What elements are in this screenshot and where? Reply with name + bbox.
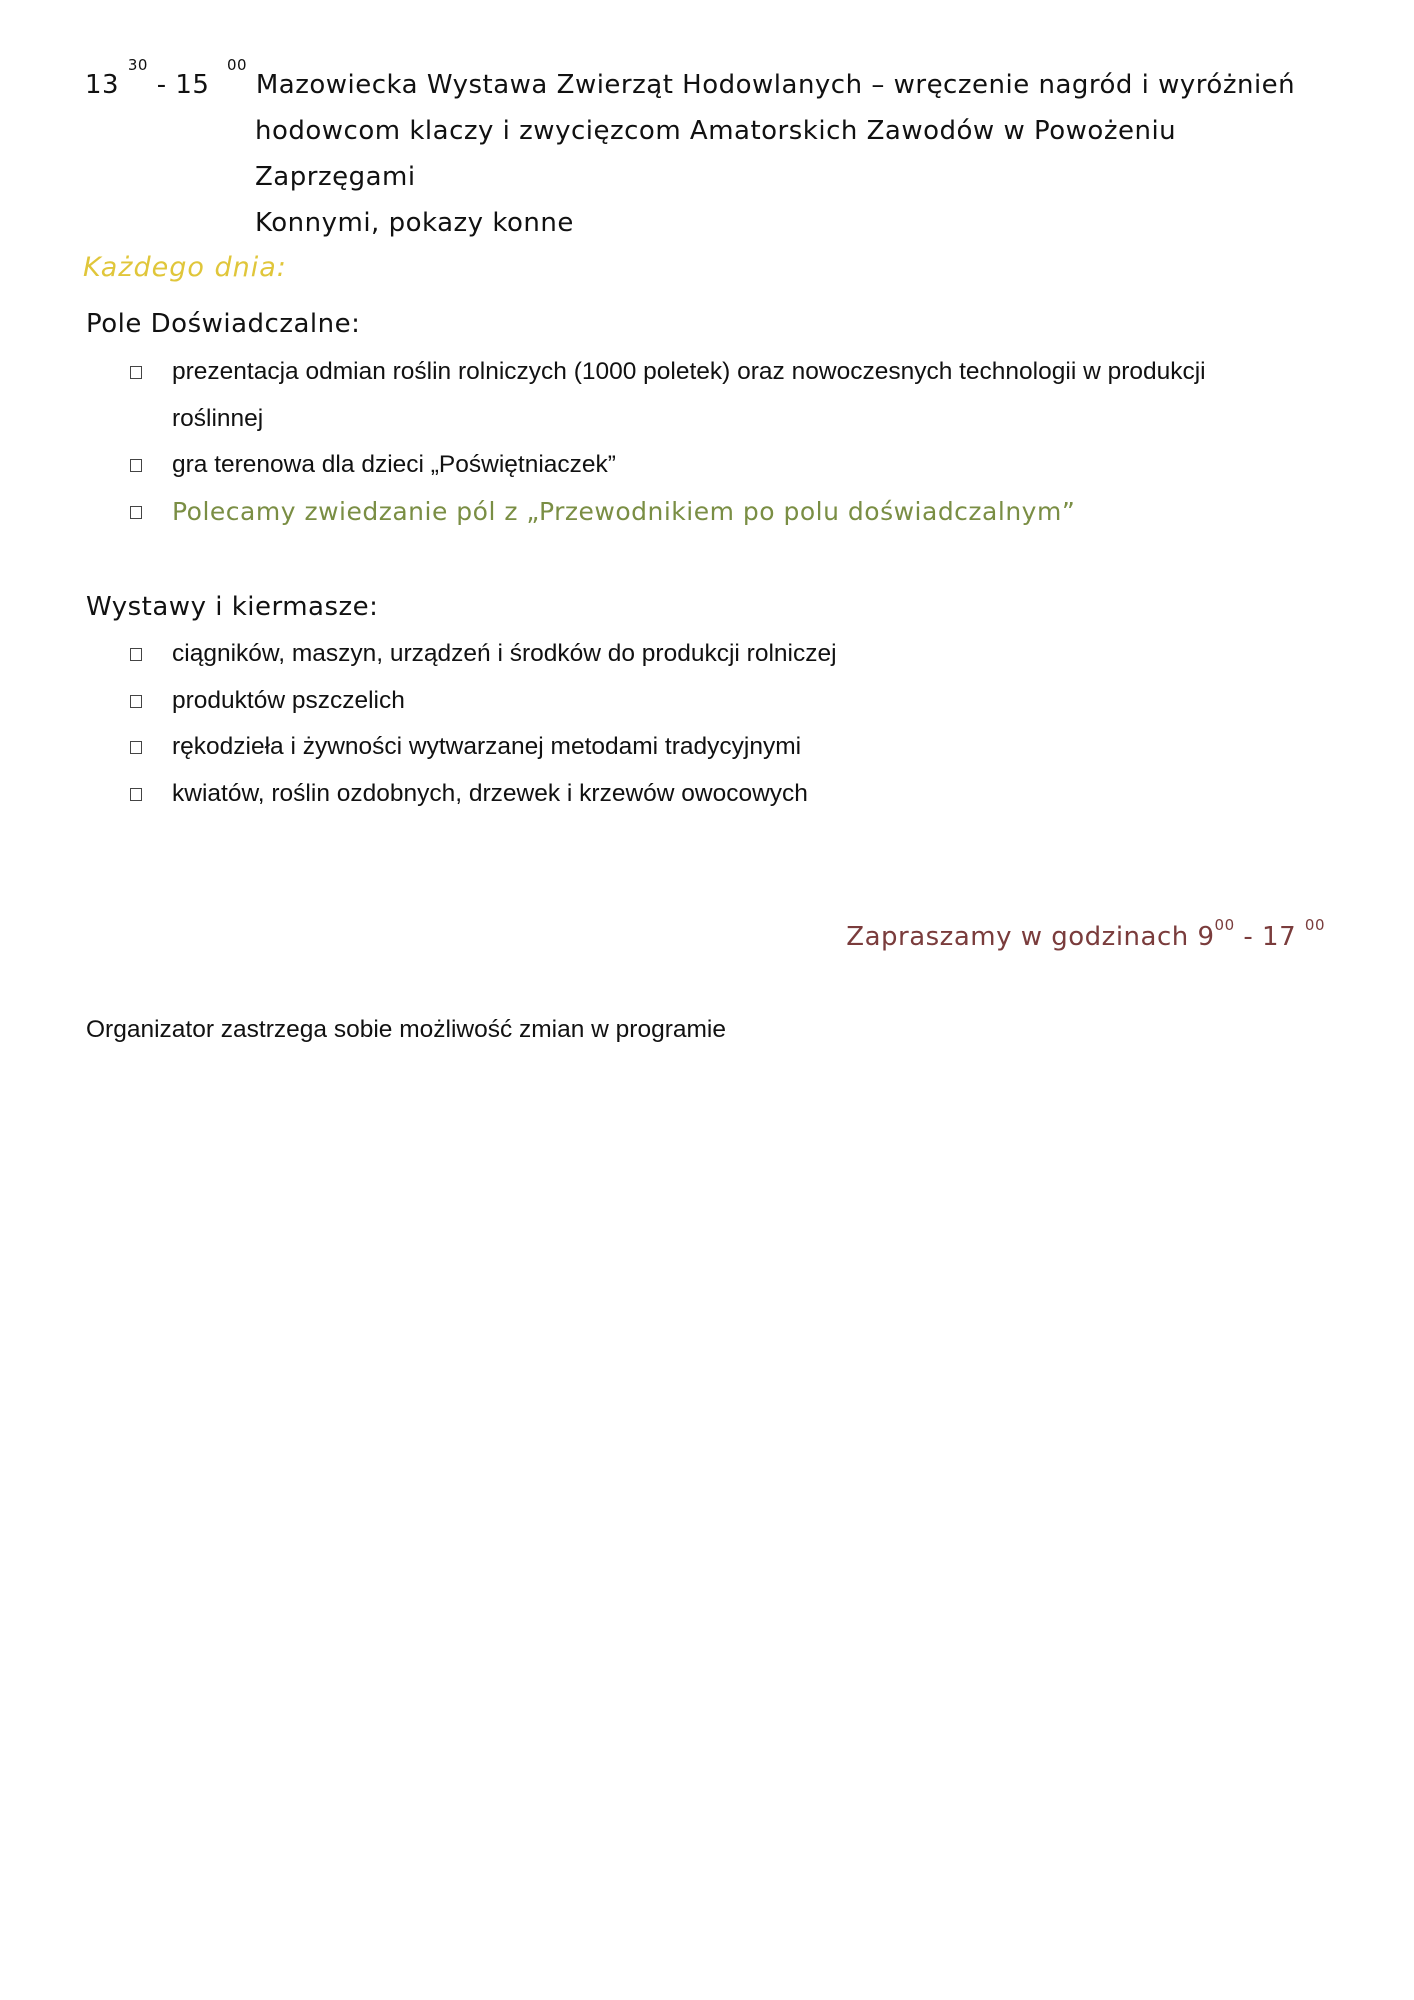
- list-item-text: rękodzieła i żywności wytwarzanej metodami tradycyjnymi: [172, 733, 802, 760]
- pole-list: [130, 349, 1280, 536]
- organizer-note: Organizator zastrzega sobie możliwość zmian w programie: [86, 1016, 726, 1043]
- list-item-text: ciągników, maszyn, urządzeń i środków do produkcji rolniczej: [172, 640, 837, 667]
- wystawy-section-title: Wystawy i kiermasze:: [86, 592, 379, 622]
- open-minutes: 00: [1214, 916, 1235, 934]
- start-minutes: 30: [127, 56, 148, 74]
- start-hour: 13: [85, 70, 120, 100]
- time-separator: -: [156, 70, 167, 100]
- list-item-text: prezentacja odmian roślin rolniczych (1000 poletek) oraz nowoczesnych technologii w produkcji roślinnej: [172, 358, 1206, 432]
- list-item-text: produktów pszczelich: [172, 686, 405, 714]
- list-item: [130, 771, 1280, 818]
- checkbox-bullet-icon: [130, 366, 142, 379]
- list-item-highlight: [130, 489, 1280, 537]
- list-item: [130, 678, 1280, 725]
- list-item: [130, 442, 1280, 489]
- wystawy-list: [130, 631, 1280, 817]
- schedule-time: [85, 56, 248, 100]
- checkbox-bullet-icon: [130, 506, 142, 519]
- checkbox-bullet-icon: [130, 648, 142, 661]
- schedule-description-line-3: Konnymi, pokazy konne: [255, 208, 574, 238]
- opening-hours-invite: [846, 916, 1325, 952]
- checkbox-bullet-icon: [130, 741, 142, 754]
- end-minutes: 00: [227, 56, 248, 74]
- daily-heading: Każdego dnia:: [83, 252, 287, 283]
- list-item-text: gra terenowa dla dzieci „Poświętniaczek”: [172, 451, 616, 478]
- schedule-description-line-2: hodowcom klaczy i zwycięzcom Amatorskich Zawodów w Powożeniu Zaprzęgami: [255, 116, 1177, 192]
- list-item: [130, 631, 1280, 678]
- list-item: [130, 349, 1280, 442]
- pole-section-title: Pole Doświadczalne:: [86, 309, 361, 339]
- checkbox-bullet-icon: [130, 459, 142, 472]
- list-item-text: kwiatów, roślin ozdobnych, drzewek i krzewów owocowych: [172, 779, 808, 807]
- list-item-text: Polecamy zwiedzanie pól z „Przewodnikiem po polu doświadczalnym”: [172, 496, 1076, 526]
- checkbox-bullet-icon: [130, 788, 142, 801]
- schedule-entry: [85, 56, 1345, 246]
- schedule-title: Mazowiecka Wystawa Zwierząt Hodowlanych – wręczenie nagród i wyróżnień: [255, 70, 1296, 100]
- close-minutes: 00: [1304, 916, 1325, 934]
- schedule-entry-first-line: [85, 56, 1345, 108]
- end-hour: 15: [175, 70, 210, 100]
- hours-separator: - 17: [1234, 922, 1305, 952]
- invite-text: Zapraszamy w godzinach 9: [846, 922, 1215, 952]
- checkbox-bullet-icon: [130, 695, 142, 708]
- list-item: [130, 724, 1280, 771]
